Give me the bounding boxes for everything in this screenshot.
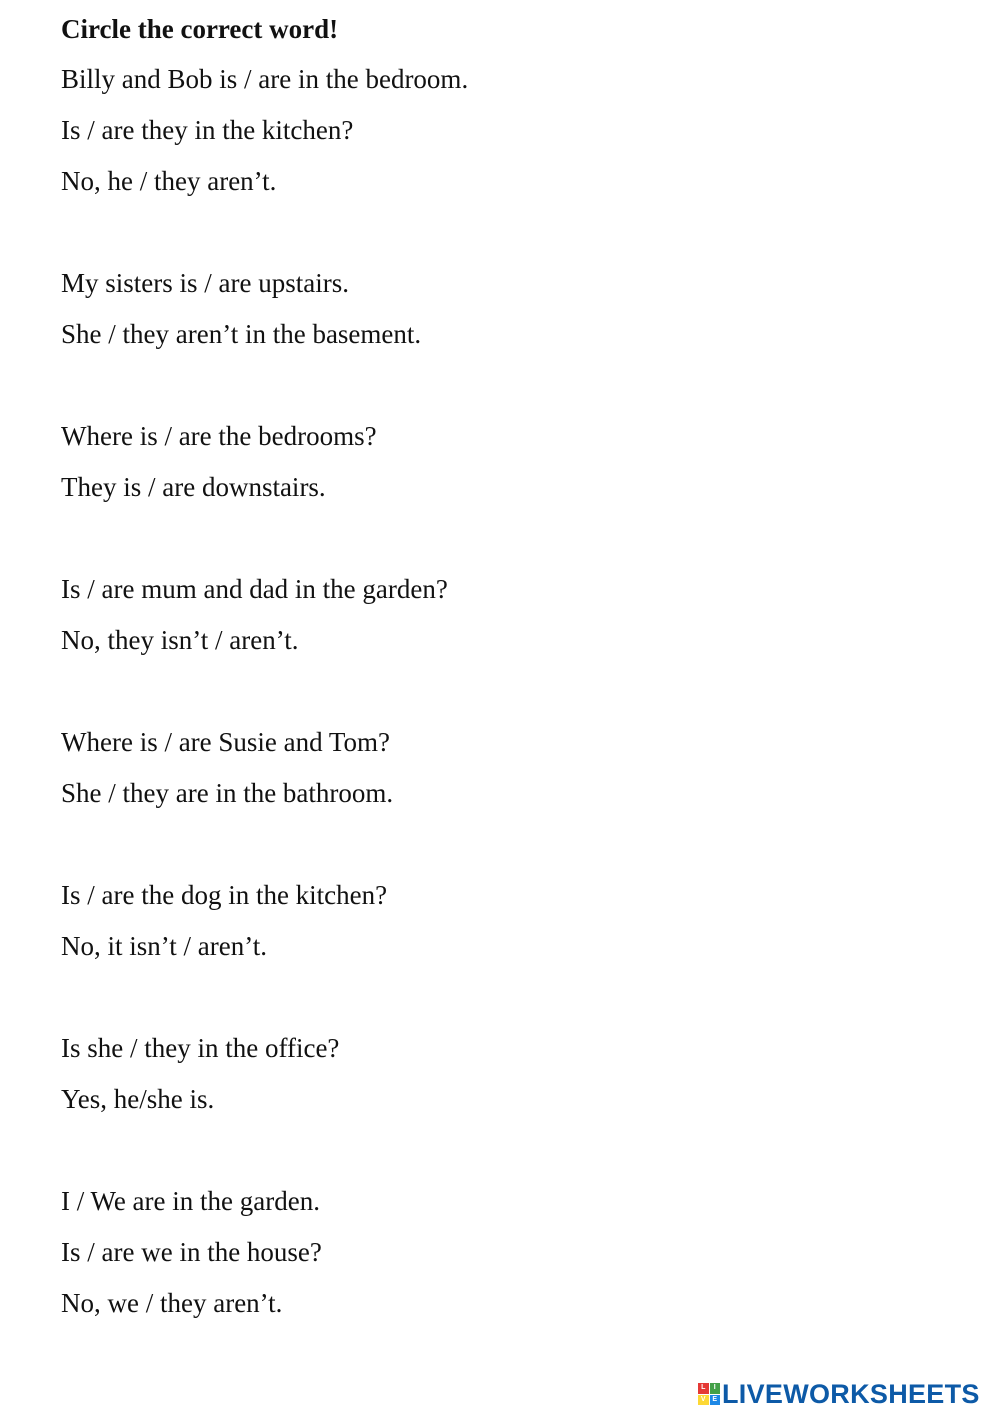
sentence-line: She / they are in the bathroom.: [61, 778, 394, 808]
sentence-line: No, he / they aren’t.: [61, 166, 277, 196]
sentence-line: Is / are they in the kitchen?: [61, 115, 354, 145]
logo-mark-cell: V: [698, 1395, 709, 1406]
sentence-line: Is she / they in the office?: [61, 1033, 340, 1063]
sentence-line: Is / are we in the house?: [61, 1237, 322, 1267]
sentence-line: Yes, he/she is.: [61, 1084, 215, 1114]
sentence-line: No, they isn’t / aren’t.: [61, 625, 299, 655]
sentence-line: Is / are the dog in the kitchen?: [61, 880, 388, 910]
sentence-line: Is / are mum and dad in the garden?: [61, 574, 448, 604]
sentence-line: Where is / are the bedrooms?: [61, 421, 377, 451]
logo-mark-cell: E: [710, 1395, 721, 1406]
worksheet-title: Circle the correct word!: [61, 14, 339, 44]
sentence-line: Billy and Bob is / are in the bedroom.: [61, 64, 469, 94]
sentence-line: Where is / are Susie and Tom?: [61, 727, 391, 757]
liveworksheets-logo: [698, 1378, 980, 1410]
logo-mark-cell: I: [710, 1383, 721, 1394]
sentence-line: They is / are downstairs.: [61, 472, 326, 502]
sentence-line: She / they aren’t in the basement.: [61, 319, 422, 349]
sentence-line: I / We are in the garden.: [61, 1186, 320, 1216]
sentence-line: No, we / they aren’t.: [61, 1288, 283, 1318]
logo-mark-cell: L: [698, 1383, 709, 1394]
liveworksheets-wordmark: LIVEWORKSHEETS: [722, 1378, 980, 1409]
sentence-line: My sisters is / are upstairs.: [61, 268, 349, 298]
sentence-line: No, it isn’t / aren’t.: [61, 931, 267, 961]
liveworksheets-mark-icon: [698, 1383, 720, 1405]
